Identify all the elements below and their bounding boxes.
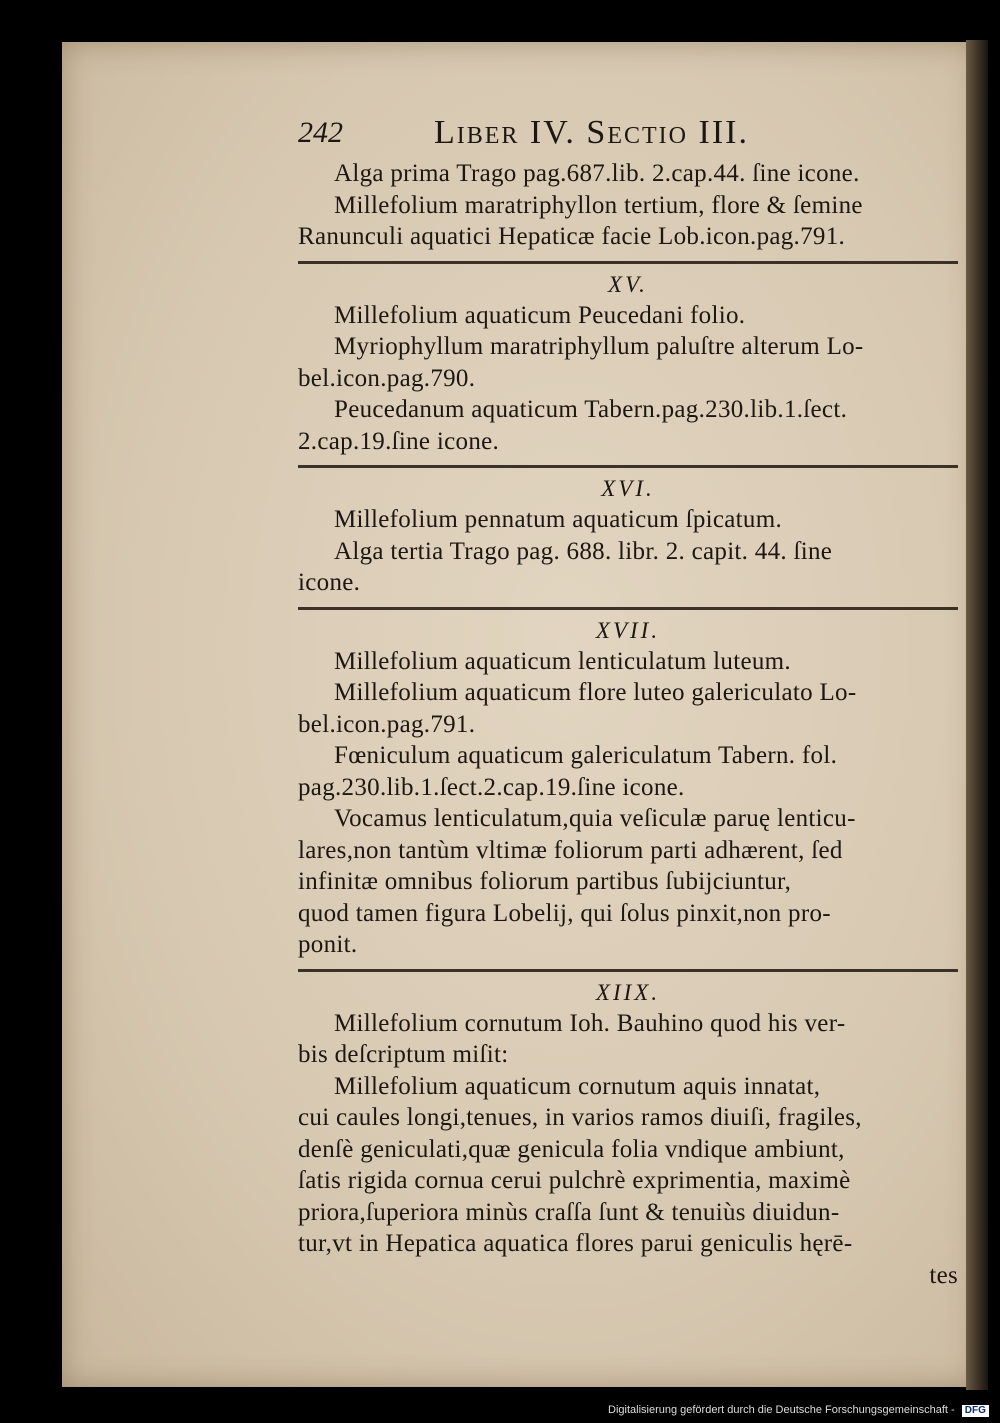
section-rule — [298, 969, 958, 972]
text-line: Vocamus lenticulatum,quia veſiculæ paruę lenticu- — [334, 805, 856, 832]
section-xvii — [298, 616, 958, 961]
text-line: Peucedanum aquaticum Tabern.pag.230.lib.1.ſect. — [334, 396, 848, 423]
dfg-logo-icon: DFG — [962, 1405, 989, 1417]
text-line: Alga prima Trago pag.687.lib. 2.cap.44. ſine icone. — [334, 160, 860, 187]
section-rule — [298, 261, 958, 264]
text-line: ſatis rigida cornua cerui pulchrè exprimentia, maximè — [298, 1167, 851, 1194]
text-line: 2.cap.19.ſine icone. — [298, 427, 500, 455]
text-line: icone. — [298, 569, 361, 596]
section-heading: XVII. — [595, 617, 661, 643]
catchword: tes — [929, 1261, 958, 1289]
intro-block — [298, 158, 958, 253]
text-line: Millefolium pennatum aquaticum ſpicatum. — [334, 506, 783, 533]
page-number: 242 — [298, 116, 343, 149]
section-xiix — [298, 978, 958, 1292]
page-edge-shadow — [966, 40, 988, 1390]
text-line: lares,non tantùm vltimæ foliorum parti adhærent, ſed — [298, 836, 843, 864]
text-line: Ranunculi aquatici Hepaticæ facie Lob.icon.pag.791. — [298, 223, 846, 250]
section-rule — [298, 607, 958, 610]
text-line: Millefolium aquaticum flore luteo galericulato Lo- — [334, 679, 857, 706]
text-line: infinitæ omnibus foliorum partibus ſubijciuntur, — [298, 868, 792, 895]
digitization-credit — [608, 1404, 989, 1417]
section-heading: XVI. — [601, 476, 655, 501]
text-line: Millefolium cornutum Ioh. Bauhino quod his ver- — [334, 1009, 846, 1037]
section-heading: XV. — [608, 271, 648, 297]
page-text — [298, 110, 958, 1291]
text-line: denſè geniculati,quæ genicula folia vndique ambiunt, — [298, 1135, 845, 1163]
text-line: pag.230.lib.1.ſect.2.cap.19.ſine icone. — [298, 773, 685, 801]
running-title: Liber IV. Sectio III. — [434, 114, 749, 151]
text-line: Myriophyllum maratriphyllum paluſtre alterum Lo- — [334, 333, 864, 360]
text-line: priora,ſuperiora minùs craſſa ſunt & tenuiùs diuidun- — [298, 1198, 840, 1226]
section-xvi — [298, 474, 958, 599]
text-line: Millefolium aquaticum Peucedani folio. — [334, 301, 746, 329]
text-line: Alga tertia Trago pag. 688. libr. 2. capit. 44. ſine — [334, 537, 833, 565]
text-line: Fœniculum aquaticum galericulatum Tabern. fol. — [334, 742, 838, 769]
section-heading: XIIX. — [595, 979, 661, 1005]
section-rule — [298, 465, 958, 468]
text-line: bel.icon.pag.790. — [298, 364, 476, 392]
text-line: ponit. — [298, 931, 358, 958]
text-line: cui caules longi,tenues, in varios ramos diuiſi, fragiles, — [298, 1104, 862, 1131]
credit-text: Digitalisierung gefördert durch die Deutsche Forschungsgemeinschaft - — [608, 1404, 955, 1416]
text-line: bis deſcriptum miſit: — [298, 1041, 509, 1068]
page-header — [298, 110, 958, 158]
text-line: Millefolium aquaticum lenticulatum luteum. — [334, 647, 791, 675]
text-line: Millefolium aquaticum cornutum aquis innatat, — [334, 1072, 821, 1100]
section-xv — [298, 270, 958, 458]
text-line: tur,vt in Hepatica aquatica flores parui geniculis hęrē- — [298, 1230, 853, 1257]
text-line: quod tamen figura Lobelij, qui ſolus pinxit,non pro- — [298, 899, 831, 927]
text-line: Millefolium maratriphyllon tertium, flore & ſemine — [334, 191, 863, 219]
text-line: bel.icon.pag.791. — [298, 710, 476, 738]
